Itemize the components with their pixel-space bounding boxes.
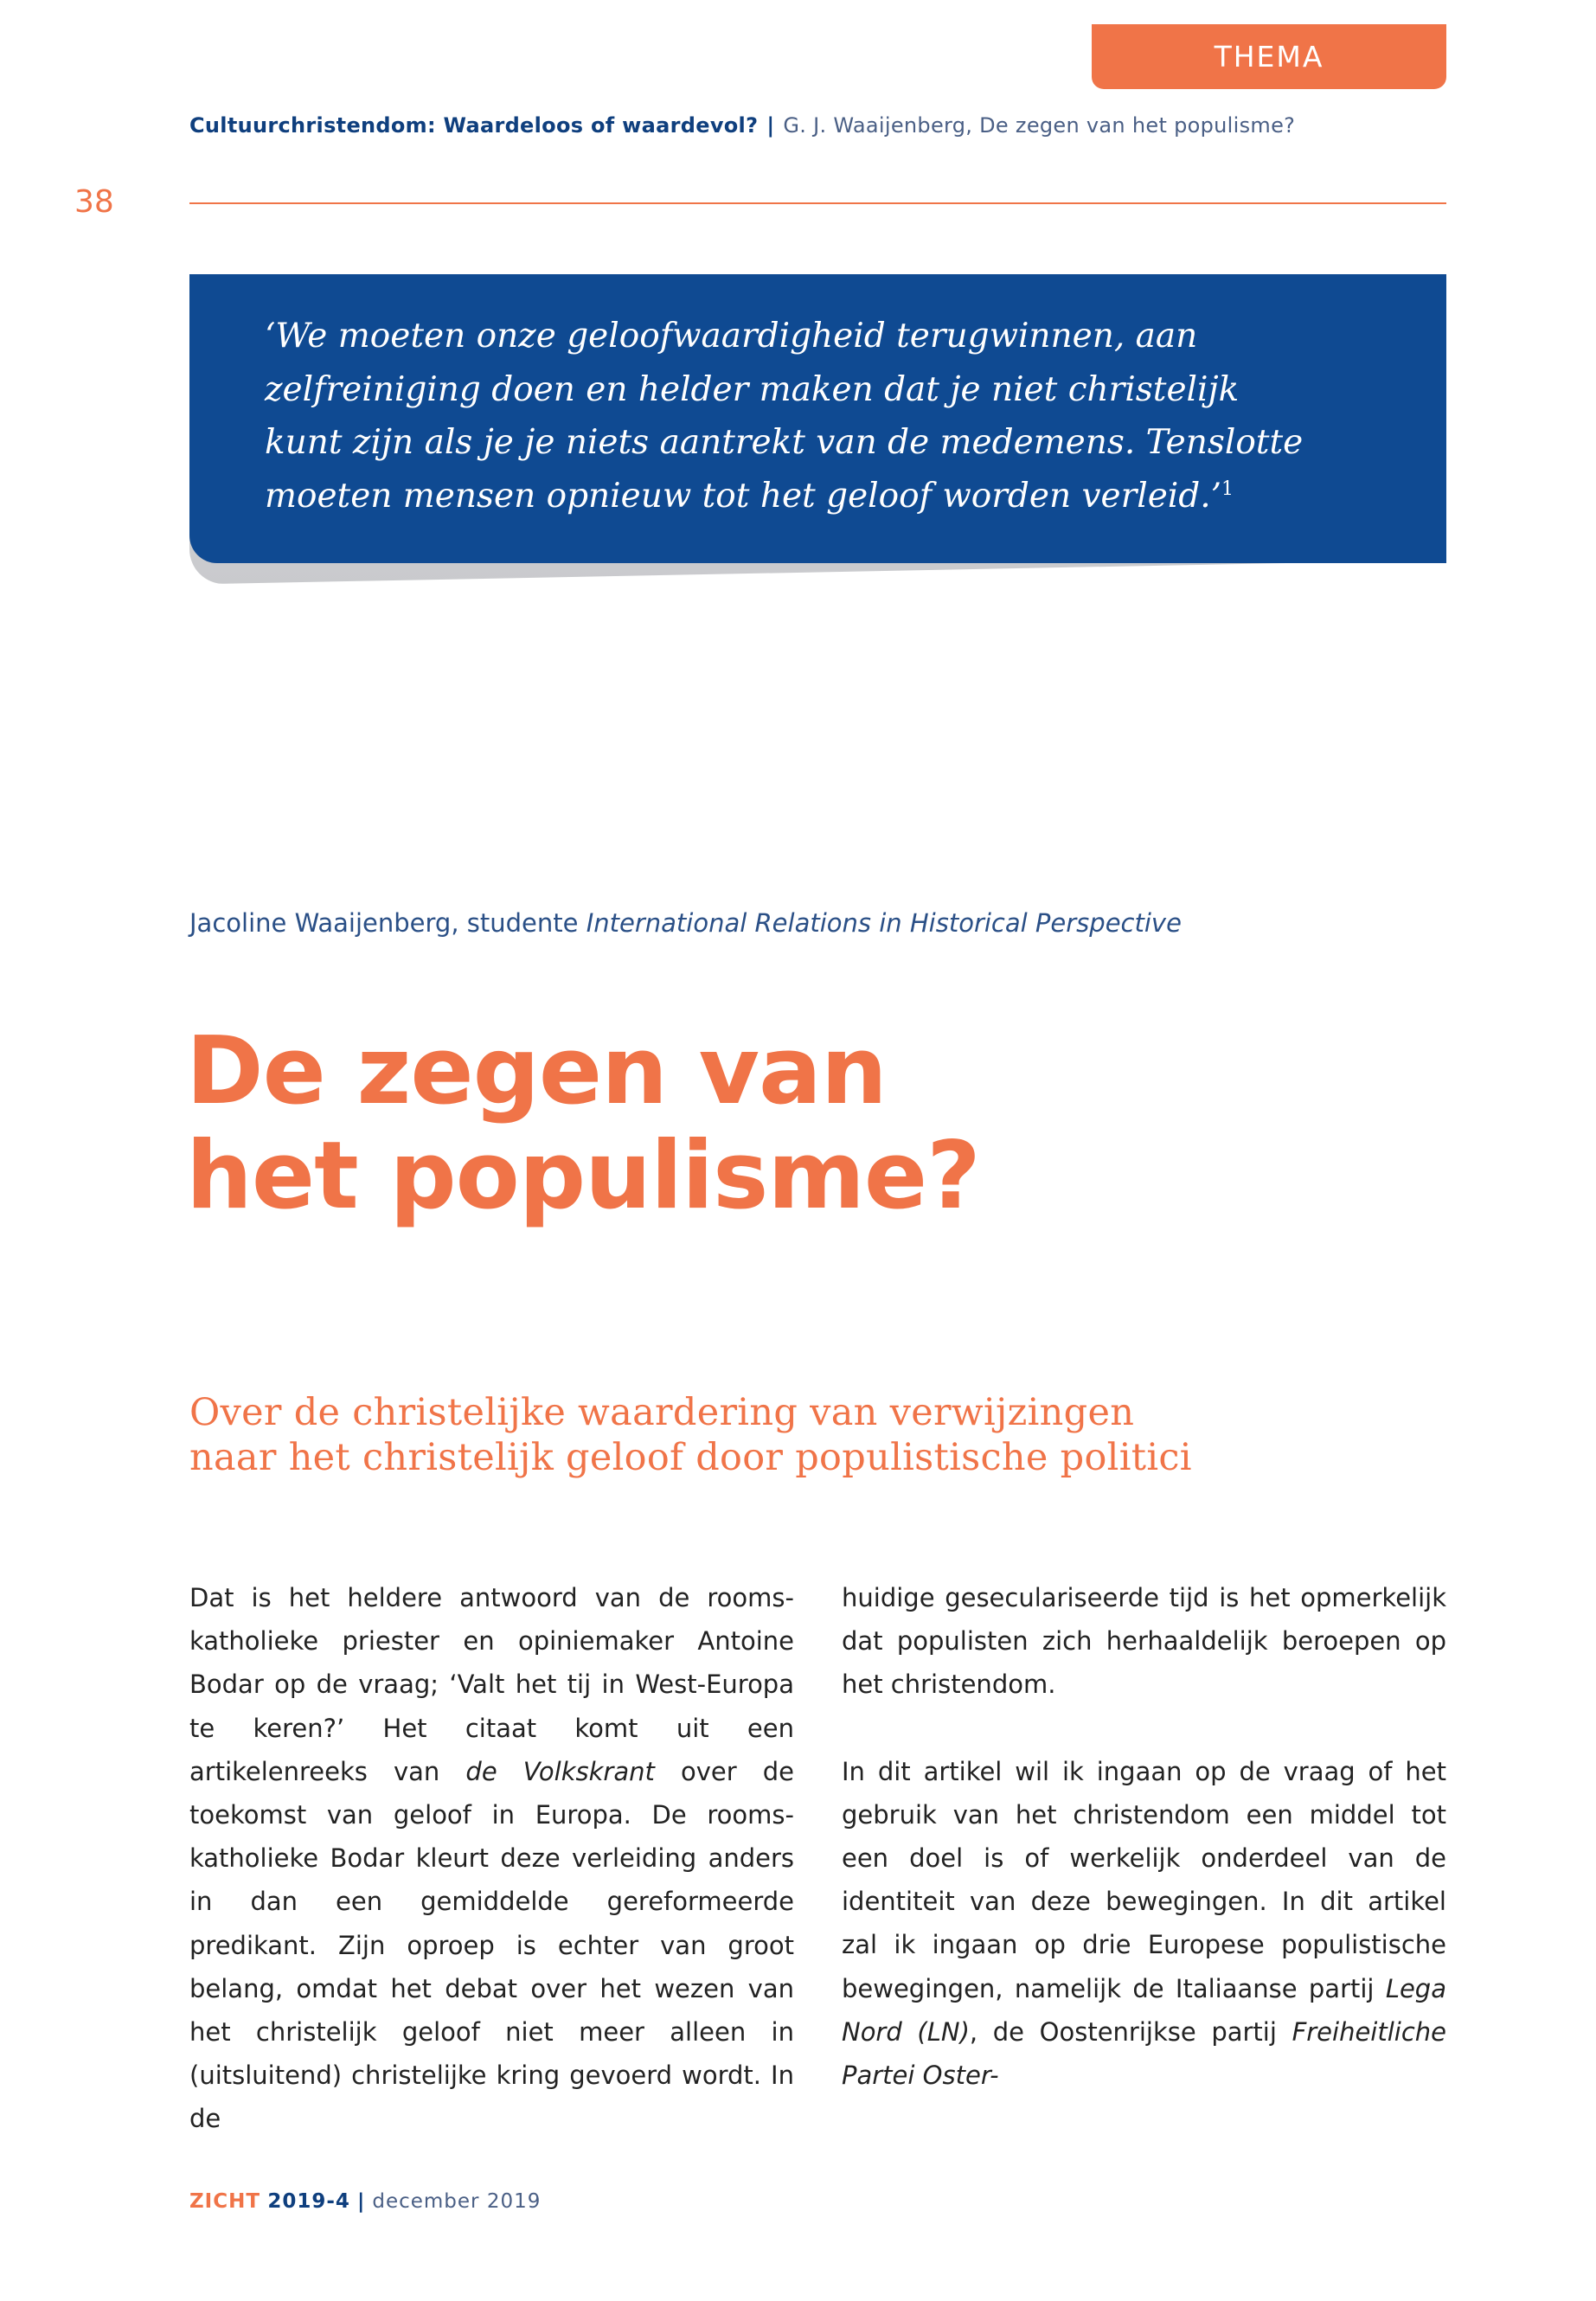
text-run: , de Oostenrijkse partij	[969, 2016, 1292, 2047]
issue-date: december 2019	[372, 2190, 542, 2213]
publication-name: de Volkskrant	[465, 1756, 655, 1786]
magazine-brand: ZICHT	[189, 2190, 261, 2213]
issue-number: 2019-4	[267, 2190, 350, 2213]
party-name: Freiheitliche Partei Oster-	[842, 2016, 1446, 2091]
quote-line: zelfreiniging doen en helder maken dat je niet christelijk	[265, 369, 1240, 409]
subtitle-line: Over de christelijke waardering van verwijzingen	[189, 1391, 1135, 1434]
running-head-separator: |	[766, 113, 775, 138]
title-line: De zegen van	[186, 1017, 887, 1125]
quote-line: ‘We moeten onze geloofwaardigheid terugwinnen, aan	[265, 317, 1198, 356]
page-number: 38	[74, 184, 114, 220]
article-reference: G. J. Waaijenberg, De zegen van het populisme?	[783, 113, 1296, 138]
title-line: het populisme?	[186, 1122, 980, 1230]
running-head	[189, 111, 1452, 140]
paragraph	[842, 1750, 1446, 2098]
paragraph	[189, 1576, 794, 2141]
text-run: In dit artikel wil ik ingaan op de vraag of het gebruik van het christendom een middel tot een doel is of werkelijk onderdeel van de identiteit van deze bewegingen. In dit artikel zal ik ingaan op drie Europese populistische bewegingen, namelijk de Italiaanse partij	[842, 1756, 1446, 2003]
article-title	[186, 1019, 1397, 1228]
pull-quote	[265, 310, 1415, 522]
text-run: over de toekomst van geloof in Europa. De rooms-katholieke Bodar kleurt deze verleiding anders in dan een gemiddelde gereformeerde predikant. Zijn oproep is echter van groot belang, omdat het debat over het wezen van het christelijk geloof niet meer alleen in (uitsluitend) christelijke kring gevoerd wordt. In de	[189, 1756, 794, 2134]
article-subtitle	[189, 1390, 1435, 1480]
footnote-marker: 1	[1221, 478, 1234, 500]
section-tab: THEMA	[1092, 24, 1446, 89]
page-footer	[189, 2189, 541, 2214]
text-run: Dat is het heldere antwoord van de rooms-katholieke priester en opiniemaker Antoine Bodar op de vraag; ‘Valt het tij in West-Europa te keren?’ Het citaat komt uit een artikelenreeks van	[189, 1583, 794, 1786]
footer-separator: |	[356, 2190, 366, 2213]
paragraph: huidige geseculariseerde tijd is het opmerkelijk dat populisten zich herhaaldelijk beroepen op het christendom.	[842, 1583, 1446, 1700]
series-title: Cultuurchristendom: Waardeloos of waardevol?	[189, 113, 759, 138]
quote-line: kunt zijn als je je niets aantrekt van de medemens. Tenslotte	[265, 423, 1304, 462]
subtitle-line: naar het christelijk geloof door populistische politici	[189, 1436, 1192, 1479]
party-name: Lega Nord (LN)	[842, 1973, 1446, 2047]
quote-line: moeten mensen opnieuw tot het geloof worden verleid.’	[265, 476, 1222, 516]
body-column-left	[189, 1576, 794, 2141]
author-byline	[189, 908, 1182, 938]
author-name: Jacoline Waaijenberg, studente	[189, 908, 579, 938]
author-role: International Relations in Historical Perspective	[586, 908, 1182, 938]
header-rule	[189, 202, 1446, 204]
body-column-right	[842, 1576, 1446, 2097]
